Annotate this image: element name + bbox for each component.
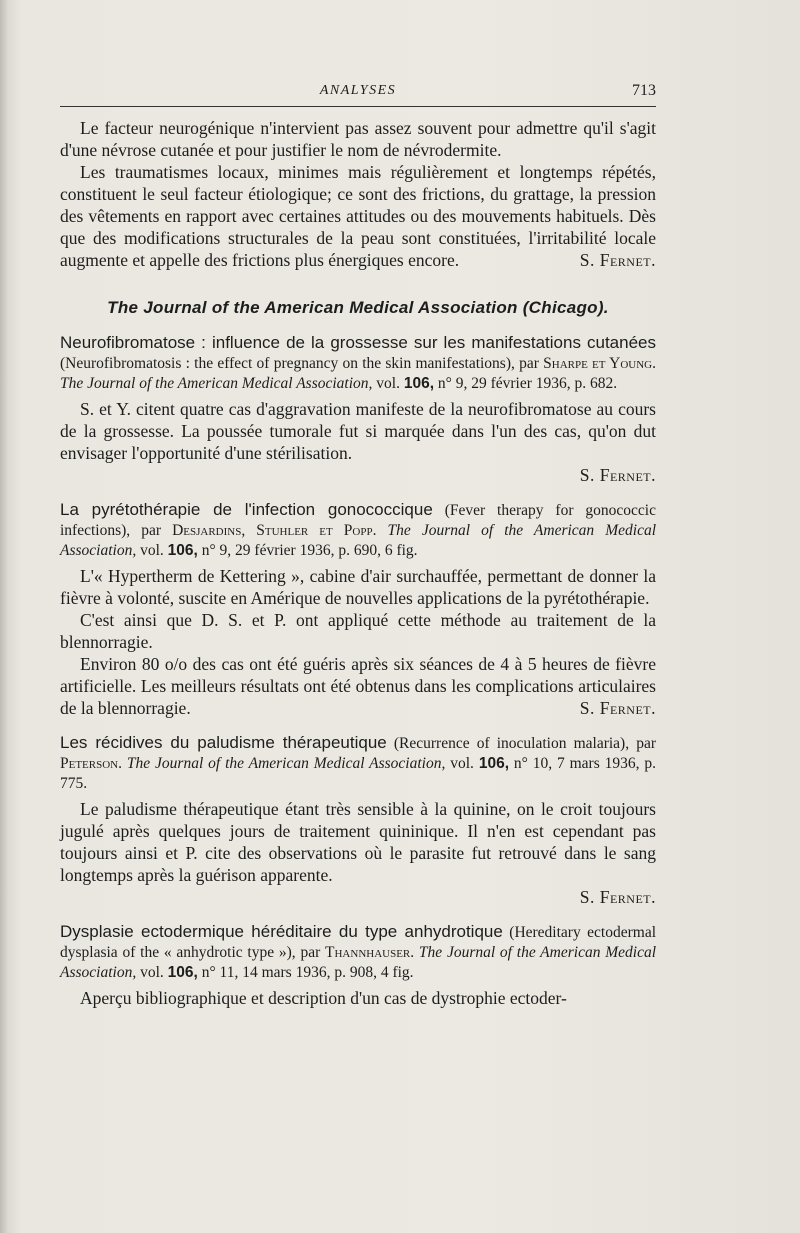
- header-rule: [60, 106, 656, 107]
- journal-heading: The Journal of the American Medical Association (Chicago).: [107, 298, 609, 317]
- entry-authors: Sharpe et Young.: [543, 355, 656, 372]
- entry-vol-label: vol.: [450, 755, 474, 772]
- entry-body: Le paludisme thérapeutique étant très sensible à la quinine, on le croit toujours jugulé après quelques jours de traitement quininique. Il n'en est cependant pas toujours ainsi et P. cite des observations où le parasite fut retrouvé dans le sang longtemps après la guérison apparente.: [60, 799, 656, 885]
- entry-citation: n° 10, 7 mars 1936, p. 775.: [60, 755, 657, 792]
- running-head: [60, 76, 656, 104]
- entry-authors: Desjardins, Stuhler et Popp.: [172, 522, 377, 539]
- entry-title: La pyrétothérapie de l'infection gonococcique: [60, 500, 433, 519]
- entry-header: [60, 333, 656, 394]
- running-title: ANALYSES: [319, 83, 397, 98]
- entry-volume: 106,: [403, 375, 435, 392]
- signature: S. Fernet.: [579, 465, 656, 485]
- entry-body: C'est ainsi que D. S. et P. ont appliqué cette méthode au traitement de la blennorragie.: [60, 610, 656, 652]
- intro-paragraph-2: [60, 161, 656, 271]
- entry-citation: n° 11, 14 mars 1936, p. 908, 4 fig.: [201, 964, 414, 981]
- entry-header: [60, 733, 656, 794]
- entry-subtitle: (Fever therapy for gonococcic infections), par: [60, 502, 656, 539]
- entry-header: [60, 922, 656, 983]
- entry-citation: n° 9, 29 février 1936, p. 690, 6 fig.: [201, 542, 418, 559]
- entry-journal: The Journal of the American Medical Association,: [126, 755, 446, 772]
- intro-paragraph-1: Le facteur neurogénique n'intervient pas assez souvent pour admettre qu'il s'agit d'une névrose cutanée et pour justifier le nom de névrodermite.: [60, 118, 656, 160]
- entry-body: L'« Hypertherm de Kettering », cabine d'air surchauffée, permettant de donner la fièvre à volonté, suscite en Amérique de nouvelles applications de la pyrétothérapie.: [60, 566, 656, 608]
- entry-volume: 106,: [167, 542, 198, 559]
- entry-title: Dysplasie ectodermique héréditaire du type anhydrotique: [60, 922, 503, 941]
- entry-journal: The Journal of the American Medical Association,: [60, 522, 657, 559]
- page-content: [60, 76, 656, 1009]
- signature: S. Fernet.: [579, 250, 656, 270]
- entry-vol-label: vol.: [376, 375, 400, 392]
- signature: S. Fernet.: [579, 887, 656, 907]
- entry-vol-label: vol.: [140, 542, 164, 559]
- entry-title: Les récidives du paludisme thérapeutique: [60, 733, 387, 752]
- entry-subtitle: (Recurrence of inoculation malaria), par: [393, 735, 656, 752]
- entry-journal: The Journal of the American Medical Association,: [60, 944, 657, 981]
- article-entry: [60, 733, 656, 908]
- entry-body: [60, 653, 656, 719]
- entry-subtitle: (Neurofibromatosis : the effect of pregnancy on the skin manifestations), par: [60, 355, 539, 372]
- entry-body: Aperçu bibliographique et description d'un cas de dystrophie ectoder-: [80, 988, 567, 1008]
- entry-subtitle: (Hereditary ectodermal dysplasia of the « anhydrotic type »), par: [60, 924, 657, 961]
- entry-header: [60, 500, 656, 561]
- entry-volume: 106,: [167, 964, 198, 981]
- entry-volume: 106,: [478, 755, 509, 772]
- entry-journal: The Journal of the American Medical Association,: [60, 375, 373, 392]
- article-entry: [60, 922, 656, 1009]
- entry-citation: n° 9, 29 février 1936, p. 682.: [437, 375, 618, 392]
- entry-body: S. et Y. citent quatre cas d'aggravation manifeste de la neurofibromatose au cours de la grossesse. La poussée tumorale fut si marquée dans l'un des cas, qu'on dut envisager l'opportunité d'une stérilisation.: [60, 399, 656, 463]
- intro-paragraph-2-text: Les traumatismes locaux, minimes mais régulièrement et longtemps répétés, constituent le seul facteur étiologique; ce sont des frictions, du grattage, la pression des vêtements en rapport avec certaines attitudes ou des mouvements habituels. Dès que des modifications structurales de la peau sont constituées, l'irritabilité locale augmente et appelle des frictions plus énergiques encore.: [60, 162, 656, 270]
- entry-authors: Thannhauser.: [325, 944, 415, 961]
- entry-authors: Peterson.: [60, 755, 122, 772]
- article-entry: [60, 333, 656, 486]
- entry-title: Neurofibromatose : influence de la grossesse sur les manifestations cutanées: [60, 333, 656, 352]
- entry-vol-label: vol.: [140, 964, 164, 981]
- entry-body-text: Environ 80 o/o des cas ont été guéris après six séances de 4 à 5 heures de fièvre artificielle. Les meilleurs résultats ont été obtenus dans les complications articulaires de la blennorragie.: [60, 654, 656, 718]
- article-entry: [60, 500, 656, 719]
- page-number: 713: [632, 82, 656, 99]
- signature: S. Fernet.: [579, 698, 656, 718]
